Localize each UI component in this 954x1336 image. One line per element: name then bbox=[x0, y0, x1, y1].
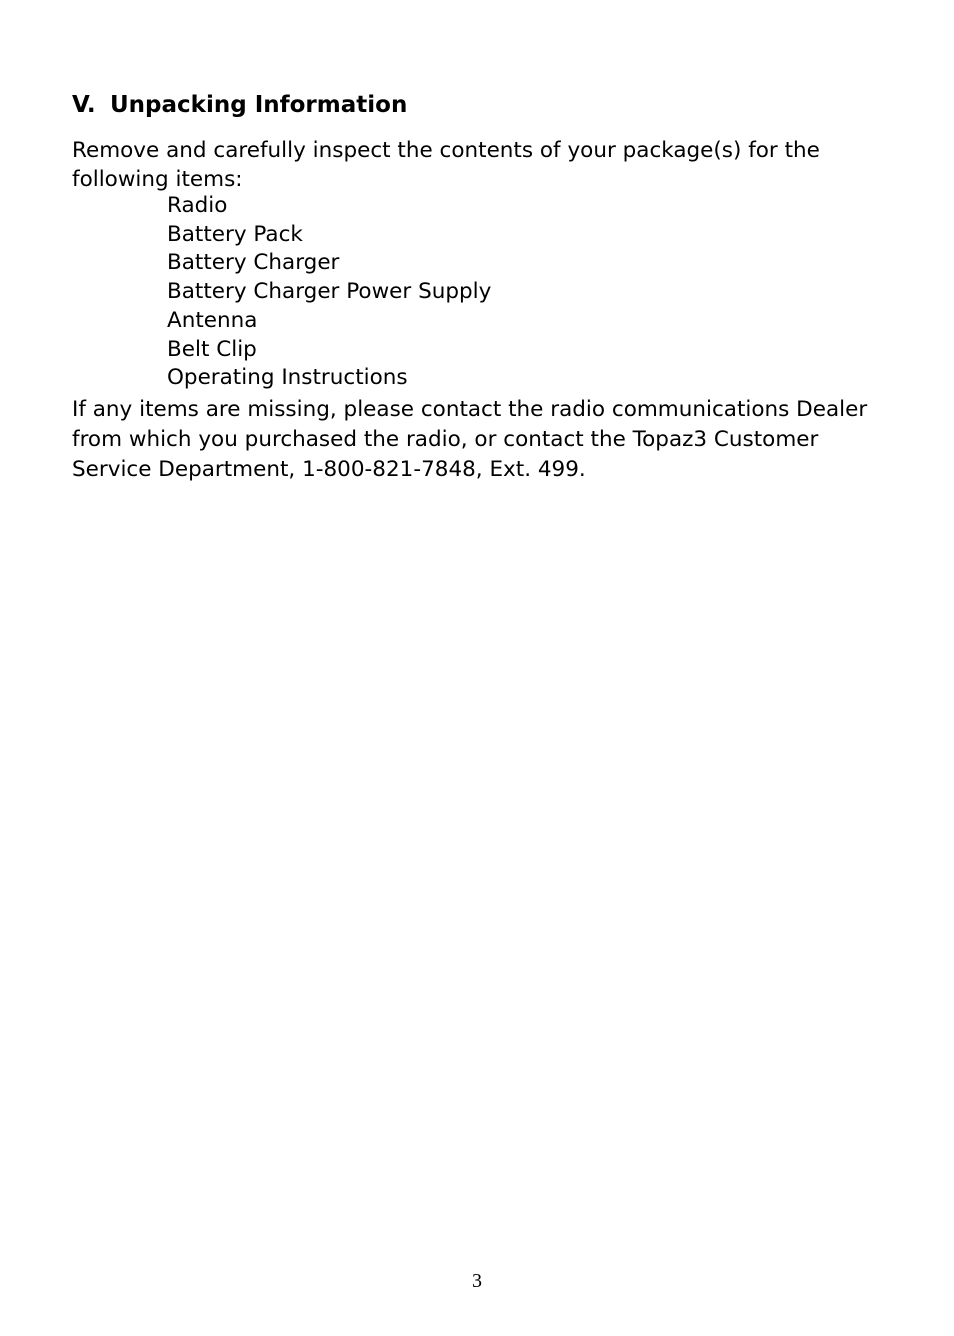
list-item: Antenna bbox=[167, 307, 258, 333]
list-item: Radio bbox=[167, 193, 228, 218]
package-contents-list bbox=[167, 192, 491, 393]
contact-paragraph: If any items are missing, please contact the radio communications Dealer from which you purchased the radio, or contact the Topaz3 Customer Service Department, 1-800-821-7848, Ext. 499. bbox=[72, 397, 868, 482]
section-title: Unpacking Information bbox=[110, 92, 408, 118]
section-number: V. bbox=[72, 92, 96, 118]
list-item: Battery Pack bbox=[167, 221, 303, 247]
list-item: Operating Instructions bbox=[167, 365, 408, 391]
list-item: Battery Charger bbox=[167, 250, 340, 276]
list-item: Battery Charger Power Supply bbox=[167, 279, 492, 305]
list-item: Belt Clip bbox=[167, 336, 257, 362]
intro-paragraph: Remove and carefully inspect the contents of your package(s) for the following items: bbox=[72, 138, 820, 192]
section-heading bbox=[72, 90, 407, 120]
page-number: 3 bbox=[472, 1270, 482, 1292]
